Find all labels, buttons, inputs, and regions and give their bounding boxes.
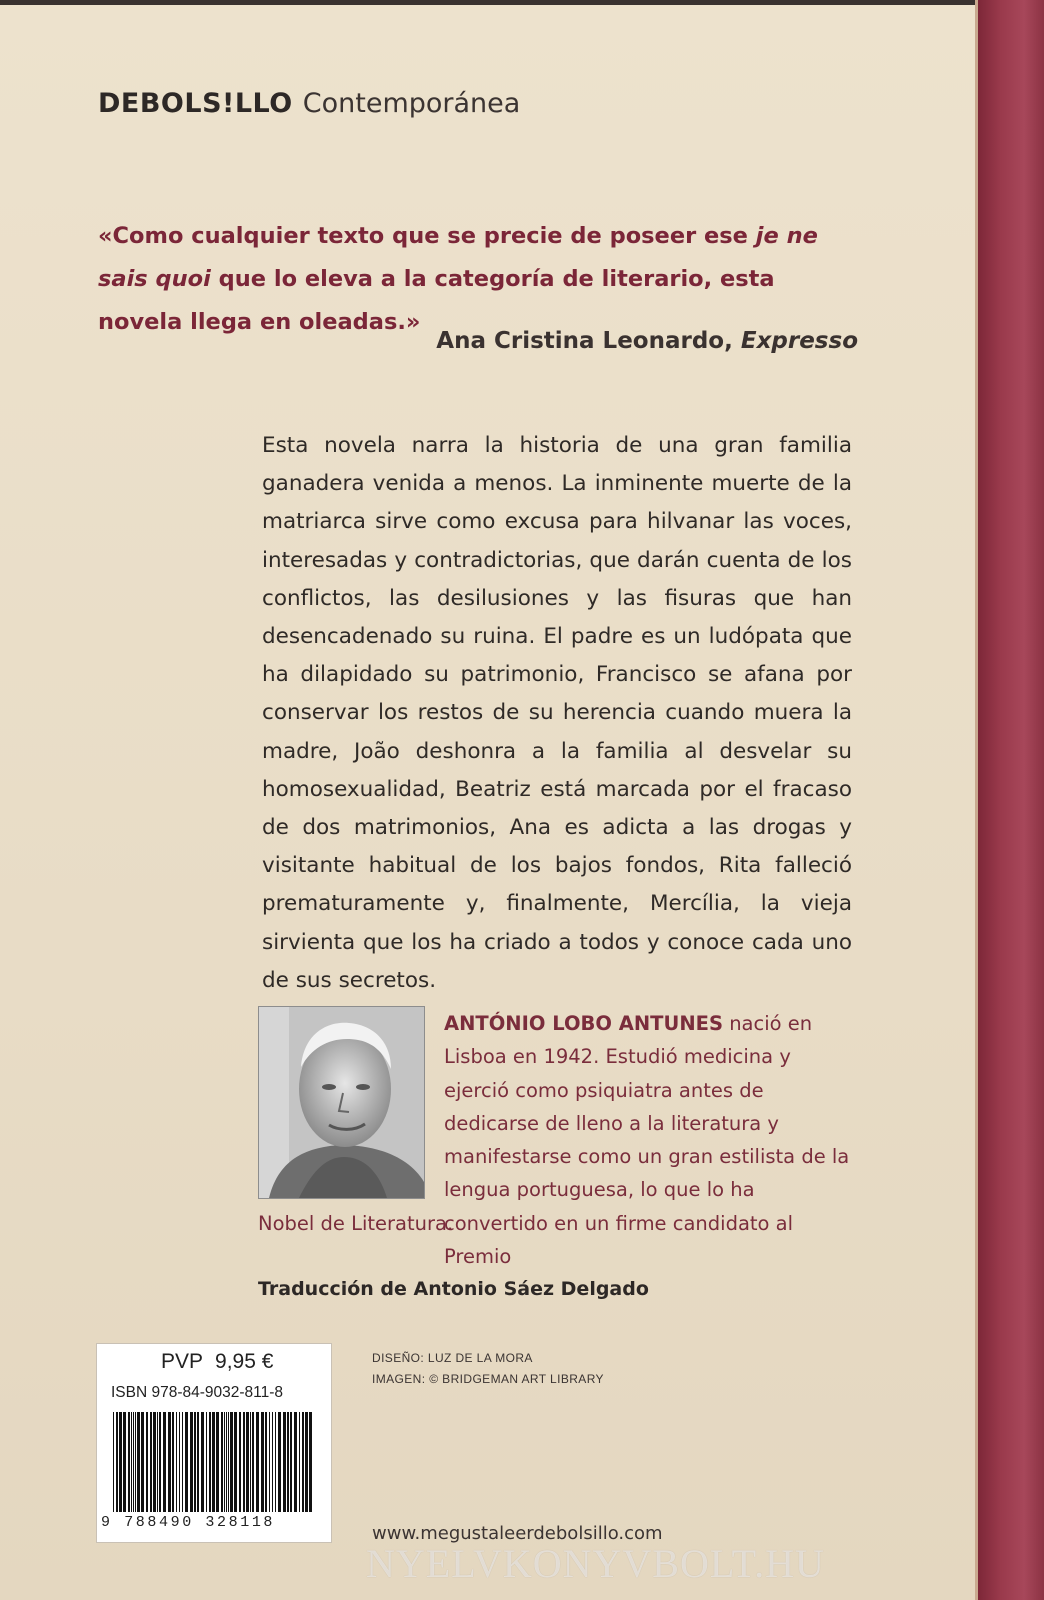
- top-edge: [0, 0, 1044, 5]
- quote-publication: Expresso: [740, 328, 858, 354]
- quote-author: Ana Cristina Leonardo,: [436, 328, 741, 354]
- author-bio-text: nació en Lisboa en 1942. Estudió medicina y ejerció como psiquiatra antes de dedicarse de lleno a la literatura y manifestarse como un gran estilista de la lengua portuguesa, lo que lo ha convertido en un firme candidato al Premio: [444, 1012, 850, 1269]
- barcode-label: [96, 1343, 332, 1543]
- book-spine: [978, 0, 1044, 1600]
- price-value: 9,95 €: [215, 1350, 274, 1373]
- price-row: [161, 1350, 273, 1374]
- price-label: PVP: [161, 1350, 204, 1373]
- ean-digits: 9 788490 328118: [101, 1514, 276, 1531]
- quote-text-end: que lo eleva a la categoría de literario, esta novela llega en oleadas.»: [98, 266, 775, 335]
- author-bio-end: Nobel de Literatura.: [258, 1212, 454, 1235]
- quote-source: [436, 328, 858, 354]
- quote-text-italic: je ne sais quoi: [98, 223, 818, 292]
- author-bio: [258, 1007, 856, 1273]
- translator-credit: Traducción de Antonio Sáez Delgado: [258, 1278, 649, 1300]
- publisher-logo: DEBOLS!LLO: [98, 88, 293, 119]
- press-quote: [98, 215, 858, 344]
- author-portrait-image: [259, 1007, 424, 1198]
- collection-name: Contemporánea: [302, 88, 521, 119]
- isbn-number: ISBN 978-84-9032-811-8: [111, 1384, 284, 1401]
- publisher-website: www.megustaleerdebolsillo.com: [372, 1523, 663, 1544]
- design-credits: [372, 1348, 604, 1390]
- author-name: ANTÓNIO LOBO ANTUNES: [444, 1012, 723, 1035]
- barcode-icon: [111, 1412, 315, 1512]
- quote-text-start: «Como cualquier texto que se precie de poseer ese: [98, 223, 756, 249]
- author-photo: [258, 1006, 425, 1199]
- synopsis: Esta novela narra la historia de una gran familia ganadera venida a menos. La inminente muerte de la matriarca sirve como excusa para hilvanar las voces, interesadas y contradictorias, que darán cuenta de los conflictos, las desilusiones y las fisuras que han desencadenado su ruina. El padre es un ludópata que ha dilapidado su patrimonio, Francisco se afana por conservar los restos de su herencia cuando muera la madre, João deshonra a la familia al desvelar su homosexualidad, Beatriz está marcada por el fracaso de dos matrimonios, Ana es adicta a las drogas y visitante habitual de los bajos fondos, Rita falleció prematuramente y, finalmente, Mercília, la vieja sirvienta que los ha criado a todos y conoce cada uno de sus secretos.: [262, 433, 852, 993]
- design-credit: DISEÑO: LUZ DE LA MORA: [372, 1351, 533, 1365]
- publisher-imprint: [98, 88, 520, 119]
- watermark: NYELVKONYVBOLT.HU: [366, 1541, 825, 1586]
- image-credit: IMAGEN: © BRIDGEMAN ART LIBRARY: [372, 1372, 604, 1386]
